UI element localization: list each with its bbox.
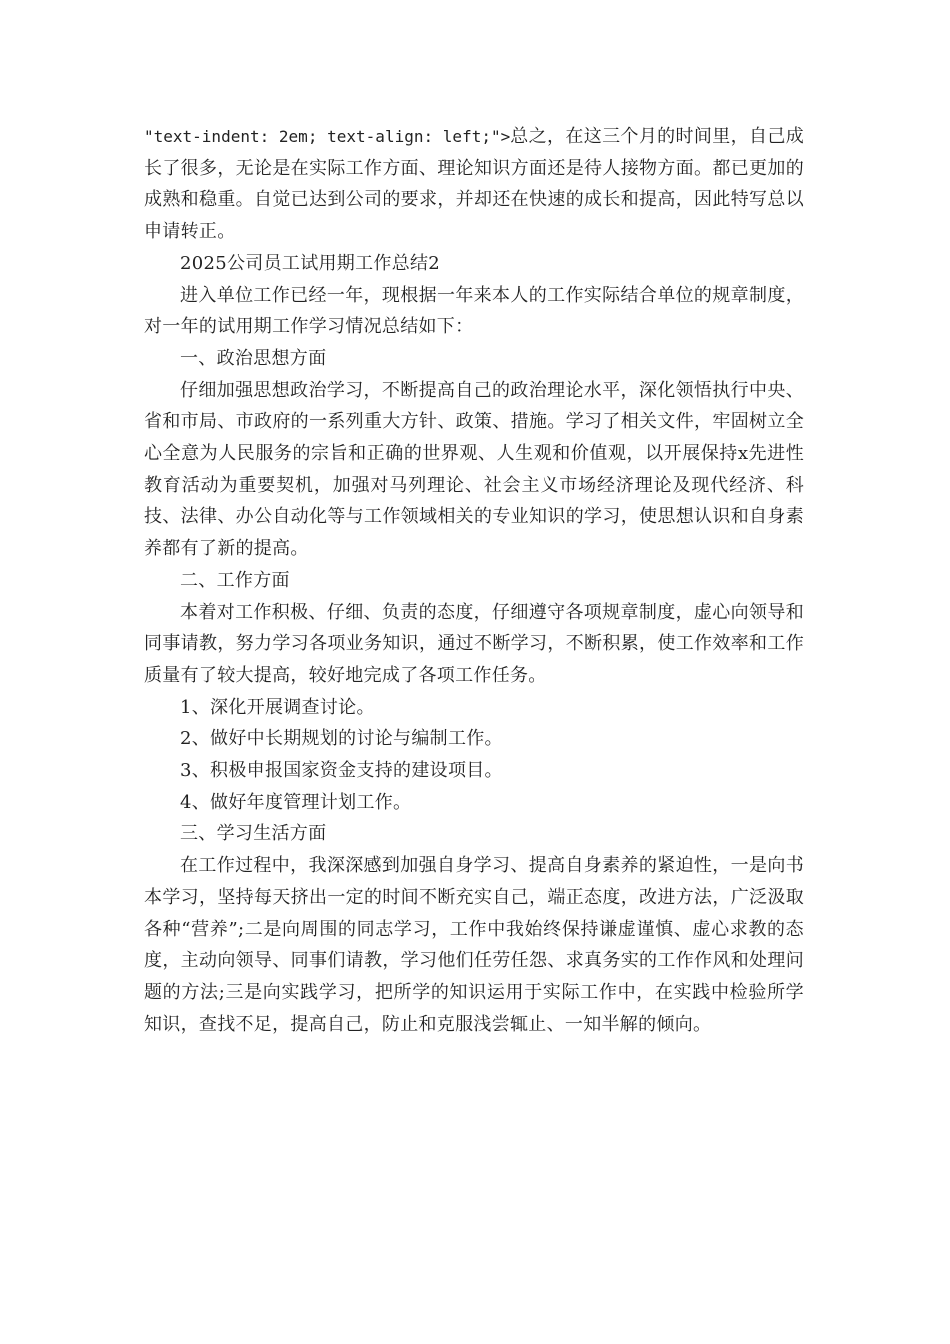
paragraph-conclusion	[144, 121, 804, 248]
paragraph-work: 本着对工作积极、仔细、负责的态度，仔细遵守各项规章制度，虚心向领导和同事请教，努力学习各项业务知识，通过不断学习，不断积累，使工作效率和工作质量有了较大提高，较好地完成了各项工作任务。	[144, 601, 804, 686]
heading-study: 三、学习生活方面	[180, 823, 327, 845]
stray-style-code: "text-indent: 2em; text-align: left;">	[144, 127, 511, 146]
heading-work: 二、工作方面	[180, 569, 290, 591]
list-item: 3、积极申报国家资金支持的建设项目。	[180, 760, 503, 782]
paragraph-intro: 进入单位工作已经一年，现根据一年来本人的工作实际结合单位的规章制度，对一年的试用期工作学习情况总结如下：	[144, 284, 804, 338]
heading-political: 一、政治思想方面	[180, 347, 327, 369]
list-item: 1、深化开展调查讨论。	[180, 696, 375, 718]
paragraph-conclusion-text: 总之，在这三个月的时间里，自己成长了很多，无论是在实际工作方面、理论知识方面还是待人接物方面。都已更加的成熟和稳重。自觉已达到公司的要求，并却还在快速的成长和提高，因此特写总以申请转正。	[144, 126, 804, 243]
section-title: 2025公司员工试用期工作总结2	[180, 252, 441, 274]
list-item: 2、做好中长期规划的讨论与编制工作。	[180, 728, 503, 750]
paragraph-political: 仔细加强思想政治学习，不断提高自己的政治理论水平，深化领悟执行中央、省和市局、市政府的一系列重大方针、政策、措施。学习了相关文件，牢固树立全心全意为人民服务的宗旨和正确的世界观、人生观和价值观，以开展保持x先进性教育活动为重要契机，加强对马列理论、社会主义市场经济理论及现代经济、科技、法律、办公自动化等与工作领域相关的专业知识的学习，使思想认识和自身素养都有了新的提高。	[144, 379, 804, 560]
document-body	[144, 121, 804, 1040]
paragraph-study: 在工作过程中，我深深感到加强自身学习、提高自身素养的紧迫性，一是向书本学习，坚持每天挤出一定的时间不断充实自己，端正态度，改进方法，广泛汲取各种“营养”;二是向周围的同志学习，工作中我始终保持谦虚谨慎、虚心求教的态度，主动向领导、同事们请教，学习他们任劳任怨、求真务实的工作作风和处理问题的方法;三是向实践学习，把所学的知识运用于实际工作中，在实践中检验所学知识，查找不足，提高自己，防止和克服浅尝辄止、一知半解的倾向。	[144, 855, 804, 1035]
list-item: 4、做好年度管理计划工作。	[180, 791, 412, 813]
